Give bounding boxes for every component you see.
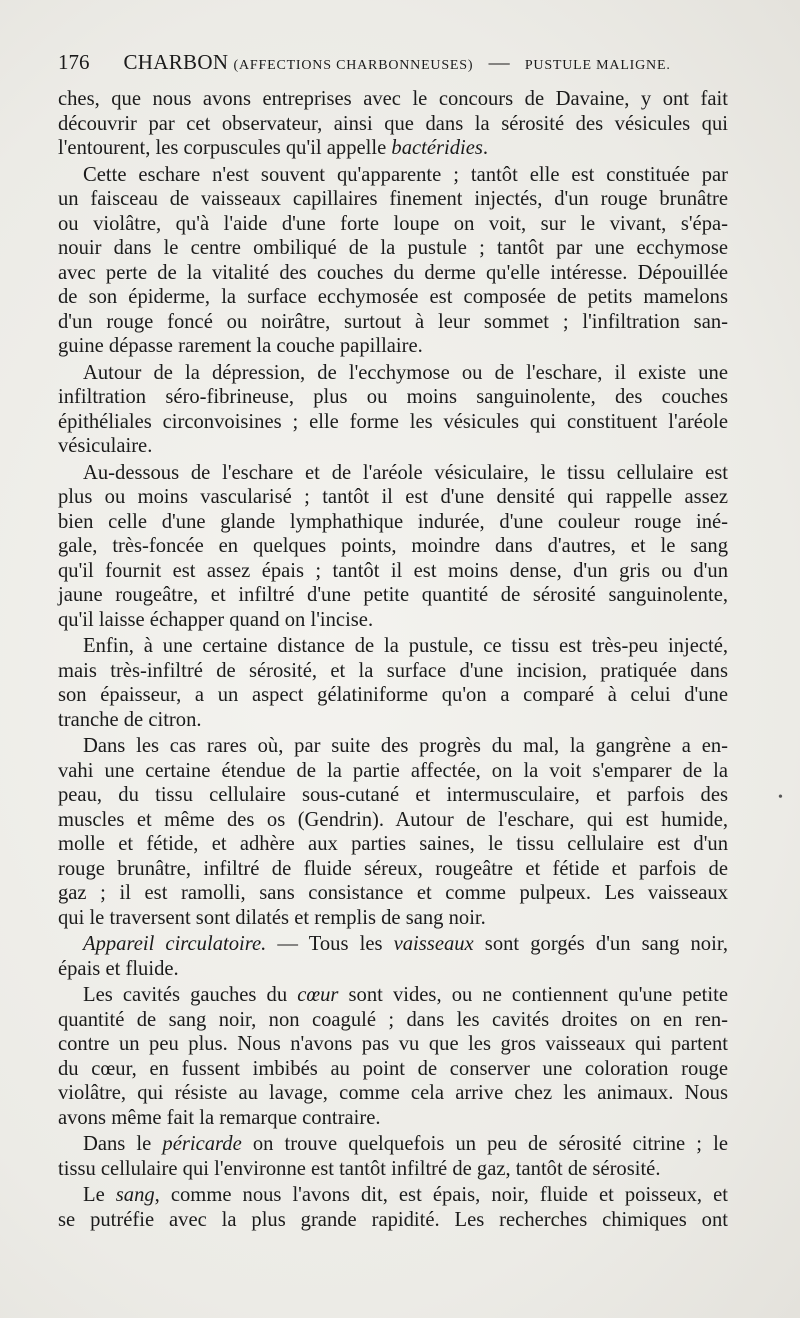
header-right-title: PUSTULE MALIGNE. (524, 58, 671, 73)
text-line: quantité de sang noir, non coagulé ; dans les cavités droites on en ren- (58, 1008, 728, 1031)
paragraph (58, 461, 728, 633)
text-line: se putréfie avec la plus grande rapidité. Les recherches chimiques ont (58, 1208, 728, 1231)
text-line: de son épiderme, la surface ecchymosée est composée de petits mamelons (58, 286, 728, 308)
text-line: Autour de la dépression, de l'ecchymose ou de l'eschare, il existe une (83, 361, 728, 384)
text-line: qu'il laisse échapper quand on l'incise. (58, 608, 374, 631)
text-line: un faisceau de vaisseaux capillaires finement injectés, d'un rouge brunâtre (58, 188, 728, 210)
margin-speck: • (778, 790, 783, 805)
text-line: peau, du tissu cellulaire sous-cutané et intermusculaire, et parfois des (58, 784, 728, 806)
paragraph (58, 734, 728, 930)
text-line: Les cavités gauches du cœur sont vides, ou ne contiennent qu'une petite (83, 984, 728, 1006)
paragraph (58, 932, 728, 981)
paragraph (58, 163, 728, 359)
text-line: Enfin, à une certaine distance de la pustule, ce tissu est très-peu injecté, (83, 635, 728, 657)
text-line: avec perte de la vitalité des couches du derme qu'elle intéresse. Dépouillée (58, 261, 728, 284)
text-line: épithéliales circonvoisines ; elle forme les vésicules qui constituent l'aréole (58, 410, 728, 433)
text-line: muscles et même des os (Gendrin). Autour de l'eschare, qui est humide, (58, 808, 728, 831)
text-line: qu'il fournit est assez épais ; tantôt il est moins dense, d'un gris ou d'un (58, 559, 728, 582)
page-number: 176 (58, 50, 90, 74)
text-line: découvrir par cet observateur, ainsi que dans la sérosité des vésicules qui (58, 112, 728, 135)
text-line: Le sang, comme nous l'avons dit, est épais, noir, fluide et poisseux, et (83, 1184, 728, 1206)
header-subtitle: (AFFECTIONS CHARBONNEUSES) (233, 58, 474, 73)
text-line: Dans le péricarde on trouve quelquefois un peu de sérosité citrine ; le (83, 1133, 728, 1155)
paragraph (58, 1183, 728, 1232)
running-header (58, 50, 748, 78)
text-line: gaz ; il est ramolli, sans consistance et comme pulpeux. Les vaisseaux (58, 882, 728, 904)
header-separator: — (488, 50, 510, 74)
text-line: gale, très-foncée en quelques points, moindre dans d'autres, et le sang (58, 535, 728, 557)
body-text (58, 87, 728, 1232)
text-line: jaune rougeâtre, et infiltré d'une petite quantité de sérosité sanguinolente, (58, 584, 728, 606)
text-line: Appareil circulatoire. — Tous les vaisseaux sont gorgés d'un sang noir, (83, 933, 728, 955)
text-line: ches, que nous avons entreprises avec le concours de Davaine, y ont fait (58, 88, 728, 110)
paragraph (58, 361, 728, 459)
text-line: plus ou moins vascularisé ; tantôt il est d'une densité qui rappelle assez (58, 486, 728, 508)
text-line: infiltration séro-fibrineuse, plus ou moins sanguinolente, des couches (58, 386, 728, 408)
text-line: contre un peu plus. Nous n'avons pas vu que les gros vaisseaux qui partent (58, 1033, 728, 1055)
text-line: rouge brunâtre, infiltré de fluide séreux, rougeâtre et fétide et parfois de (58, 857, 728, 880)
text-line: avons même fait la remarque contraire. (58, 1106, 381, 1129)
text-line: vahi une certaine étendue de la partie affectée, on la voit s'emparer de la (58, 759, 728, 782)
text-line: tranche de citron. (58, 708, 202, 731)
text-line: qui le traversent sont dilatés et remplis de sang noir. (58, 906, 486, 929)
header-title: CHARBON (123, 50, 229, 74)
text-line: d'un rouge foncé ou noirâtre, surtout à leur sommet ; l'infiltration san- (58, 310, 728, 333)
text-line: Cette eschare n'est souvent qu'apparente ; tantôt elle est constituée par (83, 163, 728, 186)
text-line: l'entourent, les corpuscules qu'il appelle bactéridies. (58, 137, 489, 159)
text-line: Au-dessous de l'eschare et de l'aréole vésiculaire, le tissu cellulaire est (83, 461, 728, 484)
text-line: son épaisseur, a un aspect gélatiniforme qu'on a comparé à celui d'une (58, 684, 728, 706)
text-line: nouir dans le centre ombiliqué de la pustule ; tantôt par une ecchymose (58, 237, 728, 259)
text-line: tissu cellulaire qui l'environne est tantôt infiltré de gaz, tantôt de sérosité. (58, 1157, 661, 1180)
text-line: molle et fétide, et adhère aux parties saines, le tissu cellulaire est d'un (58, 833, 728, 855)
paragraph (58, 1132, 728, 1181)
paragraph (58, 87, 728, 161)
text-line: mais très-infiltré de sérosité, et la surface d'une incision, pratiquée dans (58, 659, 728, 682)
text-line: ou violâtre, qu'à l'aide d'une forte loupe on voit, sur le vivant, s'épa- (58, 212, 728, 235)
text-line: Dans les cas rares où, par suite des progrès du mal, la gangrène a en- (83, 735, 728, 757)
text-line: vésiculaire. (58, 435, 153, 457)
text-line: du cœur, en fussent imbibés au point de conserver une coloration rouge (58, 1057, 728, 1080)
text-line: guine dépasse rarement la couche papillaire. (58, 335, 423, 357)
text-line: bien celle d'une glande lymphathique indurée, d'une couleur rouge iné- (58, 510, 728, 533)
text-line: épais et fluide. (58, 957, 179, 980)
paragraph (58, 983, 728, 1130)
paragraph (58, 634, 728, 732)
text-line: violâtre, qui résiste au lavage, comme cela arrive chez les animaux. Nous (58, 1082, 728, 1104)
